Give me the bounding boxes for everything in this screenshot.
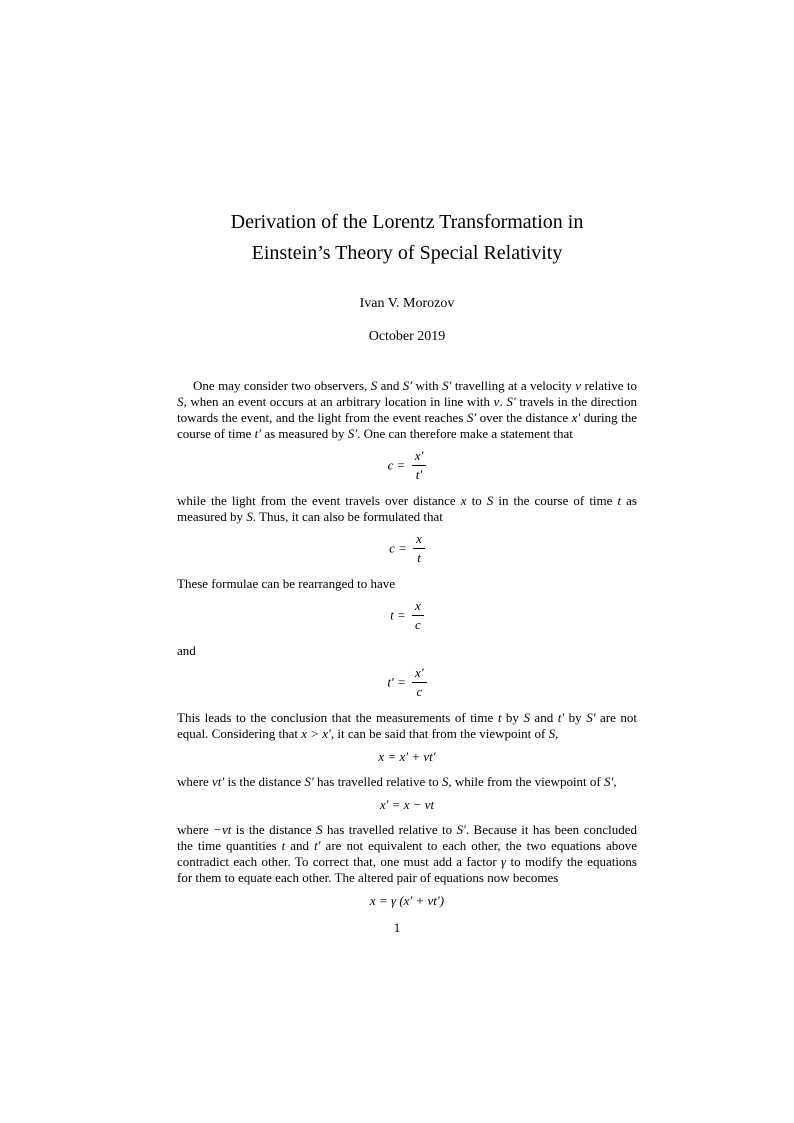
inline-math: S′ <box>347 426 358 441</box>
inline-math: x′ <box>571 410 581 425</box>
inline-math: x = x′ + vt′ <box>378 749 436 764</box>
inline-math: S <box>441 774 449 789</box>
inline-math: x′ <box>412 665 427 683</box>
paragraph: where vt′ is the distance S′ has travelled relative to S, while from the viewpoint of S′, <box>177 774 617 789</box>
inline-math: x <box>460 493 467 508</box>
inline-math: t′ <box>415 467 423 482</box>
display-equation <box>177 532 637 567</box>
paper-title <box>177 207 637 269</box>
inline-math: S <box>177 394 184 409</box>
inline-math: t′ <box>314 838 321 853</box>
fraction <box>412 665 427 700</box>
inline-math: t <box>617 493 622 508</box>
inline-math: t <box>497 710 502 725</box>
paragraph: and <box>177 643 196 658</box>
inline-math: S <box>523 710 530 725</box>
inline-math: S′ <box>402 378 413 393</box>
inline-math: t′ <box>254 426 262 441</box>
inline-math: t = <box>390 607 410 623</box>
inline-math: S <box>486 493 494 508</box>
inline-math: S′ <box>456 822 466 837</box>
paragraph: where −vt is the distance S has travelled relative to S′. Because it has been concluded the time quantities t and t′ are not equivalent to each other, the two equations above contradict each other. To correct that, one must add a factor γ to modify the equations for them to equate each other. The altered pair of equations now becomes <box>177 822 638 885</box>
paper-date: October 2019 <box>368 329 446 344</box>
paper-title-line1: Derivation of the Lorentz Transformation in <box>230 211 584 233</box>
inline-math: v <box>493 394 500 409</box>
inline-math: S <box>246 509 253 524</box>
inline-math: t <box>417 550 421 565</box>
inline-math: x > x′ <box>301 726 331 741</box>
display-equation <box>177 893 637 909</box>
document-page <box>177 0 637 918</box>
author-name: Ivan V. Morozov <box>359 296 455 311</box>
paragraph: This leads to the conclusion that the measurements of time t by S and t′ by S′ are not equal. Considering that x > x′, it can be said that from the viewpoint of S, <box>177 710 638 741</box>
inline-math: S′ <box>586 710 596 725</box>
inline-math: c <box>416 684 423 699</box>
inline-math: S′ <box>466 410 477 425</box>
page-number: 1 <box>393 920 401 935</box>
inline-math: c <box>415 617 421 632</box>
inline-math: S′ <box>506 394 516 409</box>
inline-math: t <box>281 838 286 853</box>
inline-math: S <box>548 726 556 741</box>
inline-math: γ <box>501 854 507 869</box>
paragraph: One may consider two observers, S and S′ with S′ travelling at a velocity v relative to S, when an event occurs at an arbitrary location in line with v. S′ travels in the direction towards the event, and the light from the event reaches S′ over the distance x′ during the course of time t′ as measured by S′. One can therefore make a statement that <box>177 378 638 441</box>
inline-math: t′ = <box>387 674 410 690</box>
display-equation <box>177 797 637 813</box>
display-equation <box>177 749 637 765</box>
inline-math: −vt <box>213 822 232 837</box>
fraction <box>412 448 427 483</box>
inline-math: vt′ <box>212 774 225 789</box>
display-equation <box>177 666 637 701</box>
fraction <box>412 598 424 633</box>
inline-math: S <box>370 378 378 393</box>
inline-math: S′ <box>442 378 452 393</box>
fraction <box>413 531 425 566</box>
paragraph: These formulae can be rearranged to have <box>177 576 395 591</box>
inline-math: S <box>316 822 323 837</box>
paper-title-line2: Einstein’s Theory of Special Relativity <box>251 242 563 264</box>
inline-math: x <box>413 531 425 549</box>
inline-math: x′ = x − vt <box>379 797 435 812</box>
inline-math: t′ <box>557 710 565 725</box>
inline-math: S′ <box>604 774 614 789</box>
inline-math: v <box>575 378 582 393</box>
display-equation <box>177 449 637 484</box>
inline-math: x = γ (x′ + vt′) <box>369 893 445 908</box>
inline-math: x <box>412 598 424 616</box>
inline-math: c = <box>389 540 411 556</box>
inline-math: x′ <box>412 448 427 466</box>
document-content <box>177 378 637 909</box>
paragraph: while the light from the event travels over distance x to S in the course of time t as measured by S. Thus, it can also be formulated that <box>177 493 637 524</box>
display-equation <box>177 599 637 634</box>
inline-math: S′ <box>304 774 314 789</box>
inline-math: c = <box>387 457 409 473</box>
